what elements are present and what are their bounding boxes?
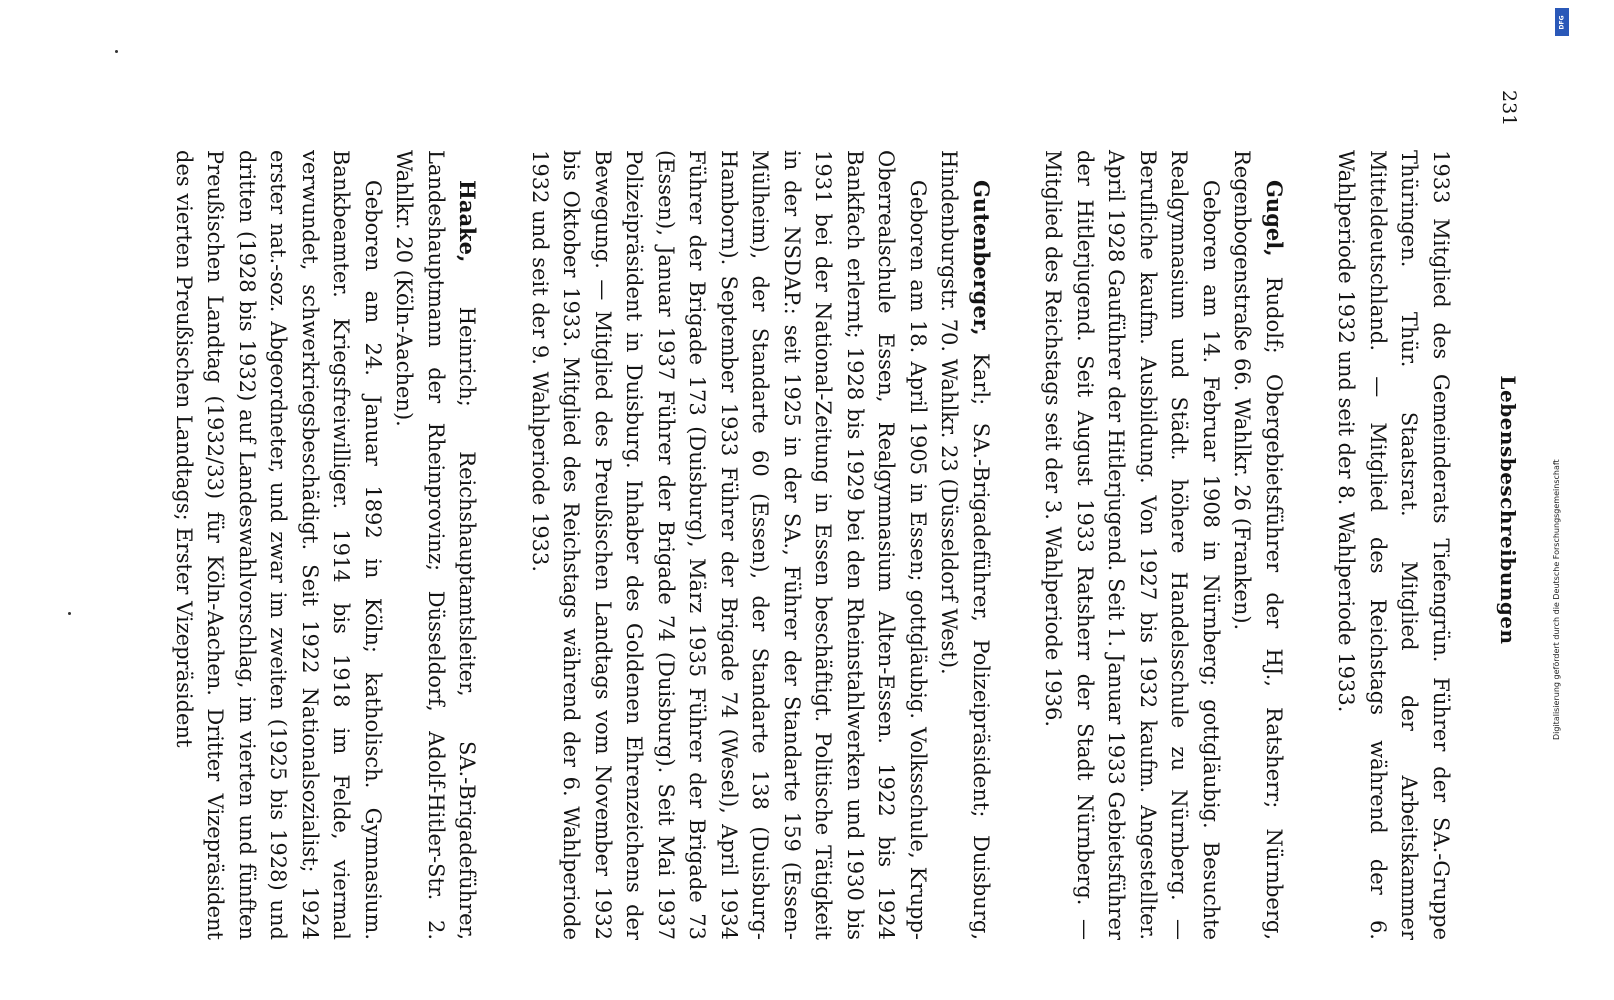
entry-header — [1226, 150, 1290, 940]
scan-speck — [68, 612, 71, 615]
dfg-logo-text: DFG — [1558, 14, 1566, 30]
entry-name: Gugel, — [1262, 180, 1287, 257]
entry-paragraph: Geboren am 24. Januar 1892 in Köln; katholisch. Gymnasium. Bankbeamter. Kriegsfreiwilliger. 1914 bis 1918 im Felde, viermal verwundet, schwerkriegsbeschädigt. Seit 1922 Nationalsozialist; 1924 erster nat.-soz. Abgeordneter, und zwar im zweiten (1925 bis 1928) und dritten (1928 bis 1932) auf Landeswahlvorschlag, im vierten und fünften Preußischen Landtag (1932/33) für Köln-Aachen. Dritter Vizepräsident des vierten Preußischen Landtags; Erster Vizepräsident — [172, 150, 385, 940]
entry-paragraph: Geboren am 18. April 1905 in Essen; gottgläubig. Volksschule, Krupp-Oberrealschule Essen, Realgymnasium Alten-Essen. 1922 bis 1924 Bankfach erlernt; 1928 bis 1929 bei den Rheinstahlwerken und 1930 bis 1931 bei der National-Zeitung in Essen beschäftigt. Politische Tätigkeit in der NSDAP.: seit 1925 in der SA., Führer der Standarte 159 (Essen-Mülheim), der Standarte 60 (Essen), der Standarte 138 (Duisburg-Hamborn). September 1933 Führer der Brigade 74 (Wesel), April 1934 Führer der Brigade 173 (Duisburg), März 1935 Führer der Brigade 73 (Essen), Januar 1937 Führer der Brigade 74 (Duisburg). Seit Mai 1937 Polizeipräsident in Duisburg. Inhaber des Goldenen Ehrenzeichens der Bewegung. — Mitglied des Preußischen Landtags vom November 1932 bis Oktober 1933. Mitglied des Reichstags während der 6. Wahlperiode 1932 und seit der 9. Wahlperiode 1933. — [528, 150, 930, 940]
digitization-note: Digitalisierung gefördert durch die Deutsche Forschungsgemeinschaft — [1552, 459, 1561, 740]
dfg-logo-icon — [1555, 8, 1569, 36]
digitization-note-strip — [1536, 10, 1561, 990]
scan-speck — [115, 50, 118, 53]
biography-entry-gugel — [1037, 150, 1290, 940]
entry-header-text: Rudolf; Obergebietsführer der HJ., Ratsherr; Nürnberg, Regenbogenstraße 66. Wahlkr. 26 (Franken). — [1230, 150, 1286, 940]
biography-entry-continued — [1330, 150, 1456, 940]
entry-paragraph: 1933 Mitglied des Gemeinderats Tiefengrün. Führer der SA.-Gruppe Thüringen. Thür. Staatsrat. Mitglied der Arbeitskammer Mitteldeutschland. — Mitglied des Reichstags während der 6. Wahlperiode 1932 und seit der 8. Wahlperiode 1933. — [1334, 150, 1453, 940]
entry-header-text: Heinrich; Reichshauptamtsleiter, SA.-Brigadeführer, Landeshauptmann der Rheinprovinz; Düsseldorf, Adolf-Hitler-Str. 2. Wahlkr. 20 (Köln-Aachen). — [392, 150, 480, 940]
entry-name: Gutenberger, — [969, 180, 994, 336]
rotated-page-content — [120, 60, 1520, 960]
entry-header-text: Karl; SA.-Brigadeführer, Polizeipräsident; Duisburg, Hindenburgstr. 70. Wahlkr. 23 (Düsseldorf West). — [937, 150, 993, 940]
biography-entry-haake — [168, 150, 484, 940]
page-number: 231 — [1498, 90, 1520, 127]
entry-name: Haake, — [455, 180, 481, 263]
entry-header — [388, 150, 484, 940]
entry-header — [933, 150, 997, 940]
running-head: Lebensbeschreibungen — [1496, 375, 1520, 645]
entry-paragraph: Geboren am 14. Februar 1908 in Nürnberg; gottgläubig. Besuchte Realgymnasium und Städt. höhere Handelsschule zu Nürnberg. — Berufliche kaufm. Ausbildung. Von 1927 bis 1932 kaufm. Angestellter. April 1928 Gauführer der Hitlerjugend. Seit 1. Januar 1933 Gebietsführer der Hitlerjugend. Seit August 1933 Ratsherr der Stadt Nürnberg. — Mitglied des Reichstags seit der 3. Wahlperiode 1936. — [1041, 150, 1223, 940]
biography-column — [168, 150, 1457, 940]
biography-entry-gutenberger — [524, 150, 998, 940]
